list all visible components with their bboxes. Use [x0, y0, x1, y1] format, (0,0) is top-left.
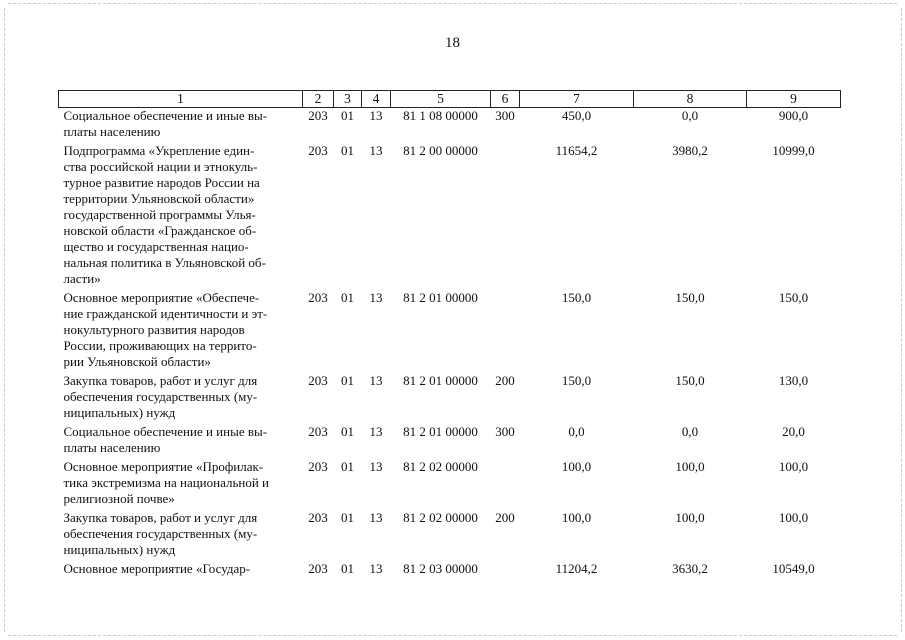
table-row	[59, 108, 841, 144]
table-row	[59, 459, 841, 510]
header-col-6: 6	[491, 91, 520, 108]
row-vr: 300	[495, 424, 515, 439]
row-gr: 203	[308, 459, 328, 474]
row-rz: 01	[341, 290, 354, 305]
row-csr: 81 2 01 00000	[403, 373, 478, 388]
header-col-8: 8	[634, 91, 747, 108]
row-rz: 01	[341, 108, 354, 123]
row-sum-2: 0,0	[681, 424, 699, 439]
row-name: Основное мероприятие «Государ-	[63, 561, 251, 576]
header-col-2: 2	[303, 91, 334, 108]
table-row	[59, 424, 841, 459]
scan-edge-bottom	[8, 635, 897, 636]
table-row	[59, 290, 841, 373]
row-pr: 13	[369, 108, 383, 123]
row-csr: 81 2 01 00000	[403, 290, 478, 305]
row-sum-1: 11654,2	[555, 143, 598, 158]
row-sum-3: 10549,0	[772, 561, 815, 576]
row-sum-3: 100,0	[778, 510, 809, 525]
row-pr: 13	[369, 290, 383, 305]
table-row	[59, 143, 841, 290]
row-sum-2: 0,0	[681, 108, 699, 123]
row-vr	[491, 143, 520, 290]
row-sum-1: 11204,2	[555, 561, 598, 576]
row-name: Закупка товаров, работ и услуг для обеспечения государственных (му- ниципальных) нужд	[63, 510, 258, 557]
header-row	[59, 91, 841, 108]
row-pr: 13	[369, 459, 383, 474]
row-sum-3: 130,0	[778, 373, 809, 388]
row-gr: 203	[308, 561, 328, 576]
row-sum-2: 3980,2	[672, 143, 708, 158]
row-csr: 81 2 03 00000	[403, 561, 478, 576]
row-pr: 13	[369, 143, 383, 158]
row-pr: 13	[369, 510, 383, 525]
row-pr: 13	[369, 424, 383, 439]
row-gr: 203	[308, 373, 328, 388]
row-sum-1: 100,0	[561, 510, 592, 525]
header-col-3: 3	[334, 91, 362, 108]
row-name: Основное мероприятие «Обеспече- ние гражданской идентичности и эт- нокультурного развития народов России, проживающих на террито- рии Ульяновской области»	[63, 290, 268, 369]
row-sum-3: 20,0	[782, 424, 805, 439]
row-name: Социальное обеспечение и иные вы- платы населению	[63, 108, 268, 139]
row-sum-1: 450,0	[561, 108, 592, 123]
row-vr	[491, 459, 520, 510]
table-row	[59, 510, 841, 561]
row-name: Социальное обеспечение и иные вы- платы населению	[63, 424, 268, 455]
header-col-1: 1	[59, 91, 303, 108]
row-sum-2: 100,0	[675, 510, 705, 525]
row-gr: 203	[308, 290, 328, 305]
row-name: Основное мероприятие «Профилак- тика экстремизма на национальной и религиозной почве»	[63, 459, 270, 506]
row-gr: 203	[308, 143, 328, 158]
row-sum-2: 3630,2	[672, 561, 708, 576]
row-rz: 01	[341, 510, 354, 525]
row-sum-1: 100,0	[561, 459, 592, 474]
row-vr: 200	[495, 373, 515, 388]
row-sum-3: 150,0	[778, 290, 809, 305]
page-number: 18	[445, 35, 460, 51]
table-row	[59, 561, 841, 577]
row-vr	[491, 561, 520, 577]
row-sum-1: 0,0	[568, 424, 585, 439]
row-gr: 203	[308, 510, 328, 525]
table-body	[59, 108, 841, 578]
row-sum-2: 150,0	[675, 373, 705, 388]
row-sum-1: 150,0	[561, 290, 592, 305]
row-csr: 81 2 02 00000	[403, 510, 478, 525]
row-pr: 13	[369, 561, 383, 576]
row-sum-2: 100,0	[675, 459, 705, 474]
row-csr: 81 2 01 00000	[403, 424, 478, 439]
row-csr: 81 1 08 00000	[403, 108, 478, 123]
row-csr: 81 2 00 00000	[403, 143, 478, 158]
header-col-4: 4	[362, 91, 391, 108]
row-sum-2: 150,0	[675, 290, 705, 305]
row-rz: 01	[341, 373, 354, 388]
row-rz: 01	[341, 459, 354, 474]
row-gr: 203	[308, 108, 328, 123]
header-col-9: 9	[747, 91, 841, 108]
row-gr: 203	[308, 424, 328, 439]
row-vr	[491, 290, 520, 373]
row-csr: 81 2 02 00000	[403, 459, 478, 474]
row-sum-3: 10999,0	[772, 143, 815, 158]
row-sum-3: 100,0	[778, 459, 809, 474]
scan-edge-right	[901, 8, 902, 632]
row-rz: 01	[341, 143, 354, 158]
row-vr: 300	[495, 108, 515, 123]
scan-edge-left	[4, 8, 5, 632]
table-row	[59, 373, 841, 424]
header-col-7: 7	[520, 91, 634, 108]
row-rz: 01	[341, 424, 354, 439]
row-name: Закупка товаров, работ и услуг для обеспечения государственных (му- ниципальных) нужд	[63, 373, 258, 420]
table-header	[59, 91, 841, 108]
row-vr: 200	[495, 510, 515, 525]
row-rz: 01	[341, 561, 354, 576]
row-sum-3: 900,0	[778, 108, 809, 123]
row-name: Подпрограмма «Укрепление един- ства российской нации и этнокуль- турное развитие народов России на территории Ульяновской области» государственной программы Улья- новской области «Гражданское об- щество и государственная нацио- нальная политика в Ульяновской об- ласти»	[63, 143, 266, 286]
row-pr: 13	[369, 373, 383, 388]
scan-edge-top	[8, 3, 897, 4]
header-col-5: 5	[391, 91, 491, 108]
row-sum-1: 150,0	[561, 373, 592, 388]
budget-table	[58, 90, 841, 577]
